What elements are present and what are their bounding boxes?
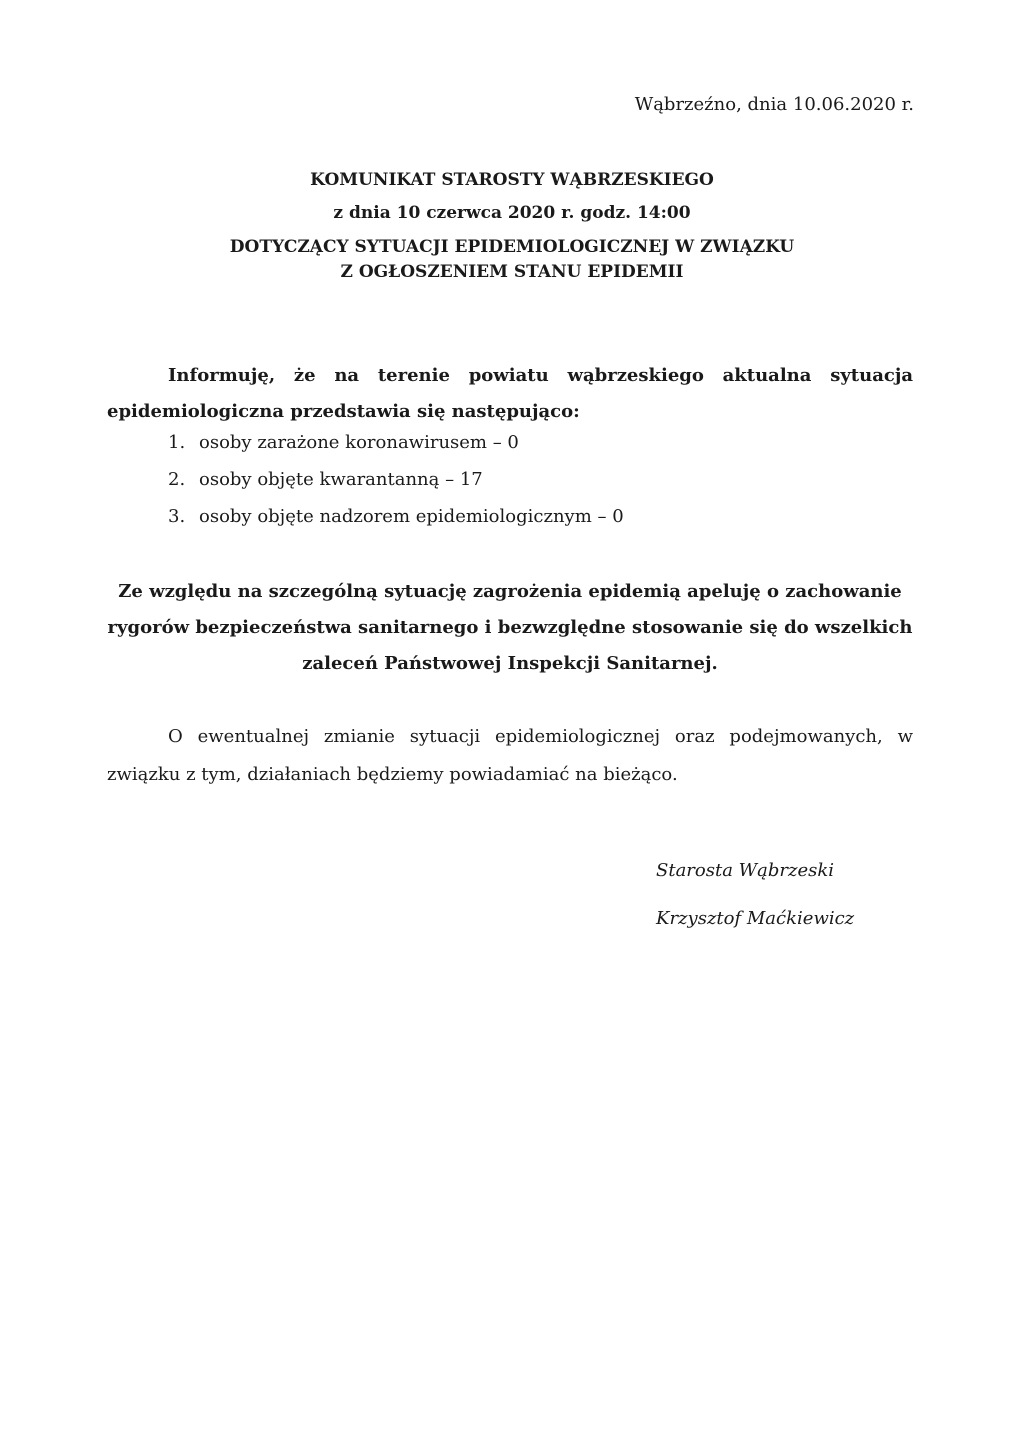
- appeal-line-1: Ze względu na szczególną sytuację zagrożenia epidemią apeluję o zachowanie: [118, 581, 902, 602]
- header-date: z dnia 10 czerwca 2020 r. godz. 14:00: [333, 203, 691, 223]
- signature-role: Starosta Wąbrzeski: [656, 860, 835, 881]
- list-item-text: osoby objęte kwarantanną – 17: [199, 469, 483, 490]
- list-item-number: 2.: [168, 469, 186, 490]
- appeal-paragraph: [107, 574, 913, 682]
- list-item: [168, 465, 624, 502]
- intro-paragraph: Informuję, że na terenie powiatu wąbrzeskiego aktualna sytuacja epidemiologiczna przedstawia się następująco:: [107, 365, 913, 422]
- header-title: KOMUNIKAT STAROSTY WĄBRZESKIEGO: [310, 170, 714, 190]
- list-item-number: 3.: [168, 506, 186, 527]
- appeal-line-2: rygorów bezpieczeństwa sanitarnego i bezwzględne stosowanie się do wszelkich: [107, 617, 913, 638]
- header-subject-line-1: DOTYCZĄCY SYTUACJI EPIDEMIOLOGICZNEJ W ZWIĄZKU: [229, 237, 795, 257]
- stats-list: [168, 428, 624, 539]
- list-item: [168, 502, 624, 539]
- list-item-text: osoby objęte nadzorem epidemiologicznym – 0: [199, 506, 624, 527]
- closing-paragraph: O ewentualnej zmianie sytuacji epidemiologicznej oraz podejmowanych, w związku z tym, działaniach będziemy powiadamiać na bieżąco.: [107, 726, 913, 785]
- header-subject-line-2: Z OGŁOSZENIEM STANU EPIDEMII: [340, 262, 684, 282]
- date-line: Wąbrzeźno, dnia 10.06.2020 r.: [634, 94, 914, 115]
- signature-name: Krzysztof Maćkiewicz: [656, 908, 855, 929]
- appeal-line-3: zaleceń Państwowej Inspekcji Sanitarnej.: [302, 653, 718, 674]
- list-item: [168, 428, 624, 465]
- list-item-number: 1.: [168, 432, 186, 453]
- list-item-text: osoby zarażone koronawirusem – 0: [199, 432, 519, 453]
